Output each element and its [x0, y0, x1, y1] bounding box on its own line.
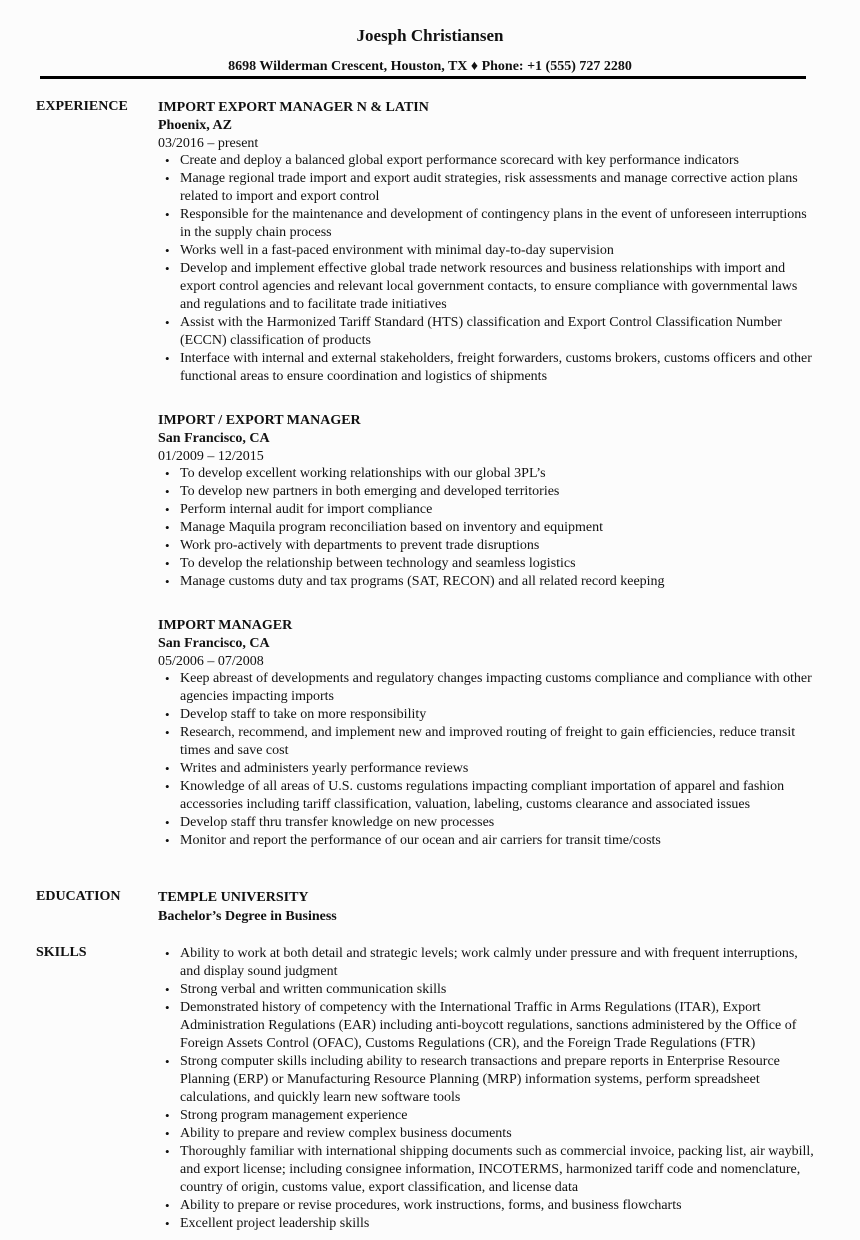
- bullet-item: • Monitor and report the performance of our ocean and air carriers for transit time/costs: [180, 832, 818, 850]
- bullet-item: • Manage customs duty and tax programs (SAT, RECON) and all related record keeping: [180, 573, 818, 591]
- skill-item: • Strong program management experience: [180, 1107, 818, 1125]
- job-entry: [158, 99, 818, 386]
- bullet-item: • Manage Maquila program reconciliation based on inventory and equipment: [180, 519, 818, 537]
- bullet-item: • Interface with internal and external stakeholders, freight forwarders, customs brokers, customs officers and other functional areas to ensure coordination and logistics of shipments: [180, 350, 818, 386]
- resume-contact: 8698 Wilderman Crescent, Houston, TX ♦ Phone: +1 (555) 727 2280: [228, 59, 632, 74]
- bullet-item: • Manage regional trade import and export audit strategies, risk assessments and manage corrective action plans related to import and export control: [180, 170, 818, 206]
- job-entry: [158, 412, 818, 591]
- job-location: San Francisco, CA: [158, 431, 270, 446]
- skill-item: • Ability to work at both detail and strategic levels; work calmly under pressure and with frequent interruptions, and display sound judgment: [180, 945, 818, 981]
- resume-name: Joesph Christiansen: [356, 26, 504, 45]
- bullet-item: • Responsible for the maintenance and development of contingency plans in the event of unforeseen interruptions in the supply chain process: [180, 206, 818, 242]
- section-label-skills: SKILLS: [36, 945, 87, 960]
- bullet-item: • Develop staff thru transfer knowledge on new processes: [180, 814, 818, 832]
- bullet-item: • Works well in a fast-paced environment with minimal day-to-day supervision: [180, 242, 818, 260]
- skill-item: • Strong computer skills including ability to research transactions and prepare reports in Enterprise Resource Planning (ERP) or Manufacturing Resource Planning (MRP) information systems, perform spreadsheet calculations, and quickly learn new software tools: [180, 1053, 818, 1107]
- skills-list: [158, 945, 818, 1233]
- job-location: San Francisco, CA: [158, 636, 270, 651]
- job-bullets: [158, 152, 818, 386]
- job-title: IMPORT MANAGER: [158, 618, 293, 633]
- job-bullets: [158, 670, 818, 850]
- job-bullets: [158, 465, 818, 591]
- bullet-item: • Work pro-actively with departments to prevent trade disruptions: [180, 537, 818, 555]
- skill-item: • Ability to prepare or revise procedures, work instructions, forms, and business flowcharts: [180, 1197, 818, 1215]
- education-school: TEMPLE UNIVERSITY: [158, 890, 309, 905]
- bullet-item: • Create and deploy a balanced global export performance scorecard with key performance indicators: [180, 152, 818, 170]
- job-dates: 03/2016 – present: [158, 136, 259, 151]
- education-degree: Bachelor’s Degree in Business: [158, 909, 337, 924]
- skill-item: • Demonstrated history of competency with the International Traffic in Arms Regulations (ITAR), Export Administration Regulations (EAR) including anti-boycott regulations, sanctions administered by the Office of Foreign Assets Control (OFAC), Customs Regulations (CR), and the Foreign Trade Regulations (FTR): [180, 999, 818, 1053]
- bullet-item: • Develop staff to take on more responsibility: [180, 706, 818, 724]
- bullet-item: • Assist with the Harmonized Tariff Standard (HTS) classification and Export Control Classification Number (ECCN) classification of products: [180, 314, 818, 350]
- job-title: IMPORT EXPORT MANAGER N & LATIN: [158, 100, 429, 115]
- bullet-item: • Develop and implement effective global trade network resources and business relationships with import and export control agencies and relevant local government contacts, to ensure compliance with governmental laws and regulations and to facilitate trade initiatives: [180, 260, 818, 314]
- section-label-education: EDUCATION: [36, 889, 121, 904]
- bullet-item: • Knowledge of all areas of U.S. customs regulations impacting compliant importation of apparel and fashion accessories including tariff classification, valuation, labeling, customs clearance and associated issues: [180, 778, 818, 814]
- bullet-item: • Writes and administers yearly performance reviews: [180, 760, 818, 778]
- bullet-item: • To develop the relationship between technology and seamless logistics: [180, 555, 818, 573]
- job-location: Phoenix, AZ: [158, 118, 232, 133]
- section-label-experience: EXPERIENCE: [36, 99, 128, 114]
- bullet-item: • To develop excellent working relationships with our global 3PL’s: [180, 465, 818, 483]
- header-divider: [40, 76, 806, 79]
- skill-item: • Ability to prepare and review complex business documents: [180, 1125, 818, 1143]
- skill-item: • Thoroughly familiar with international shipping documents such as commercial invoice, packing list, air waybill, and export license; including consignee information, INCOTERMS, harmonized tariff code and nomenclature, country of origin, customs value, export classification, and license data: [180, 1143, 818, 1197]
- skill-item: • Strong verbal and written communication skills: [180, 981, 818, 999]
- bullet-item: • Perform internal audit for import compliance: [180, 501, 818, 519]
- bullet-item: • Keep abreast of developments and regulatory changes impacting customs compliance and compliance with other agencies impacting imports: [180, 670, 818, 706]
- job-dates: 01/2009 – 12/2015: [158, 449, 264, 464]
- job-entry: [158, 617, 818, 850]
- skill-item: • Excellent project leadership skills: [180, 1215, 818, 1233]
- job-title: IMPORT / EXPORT MANAGER: [158, 413, 361, 428]
- bullet-item: • Research, recommend, and implement new and improved routing of freight to gain efficiencies, reduce transit times and save cost: [180, 724, 818, 760]
- bullet-item: • To develop new partners in both emerging and developed territories: [180, 483, 818, 501]
- job-dates: 05/2006 – 07/2008: [158, 654, 264, 669]
